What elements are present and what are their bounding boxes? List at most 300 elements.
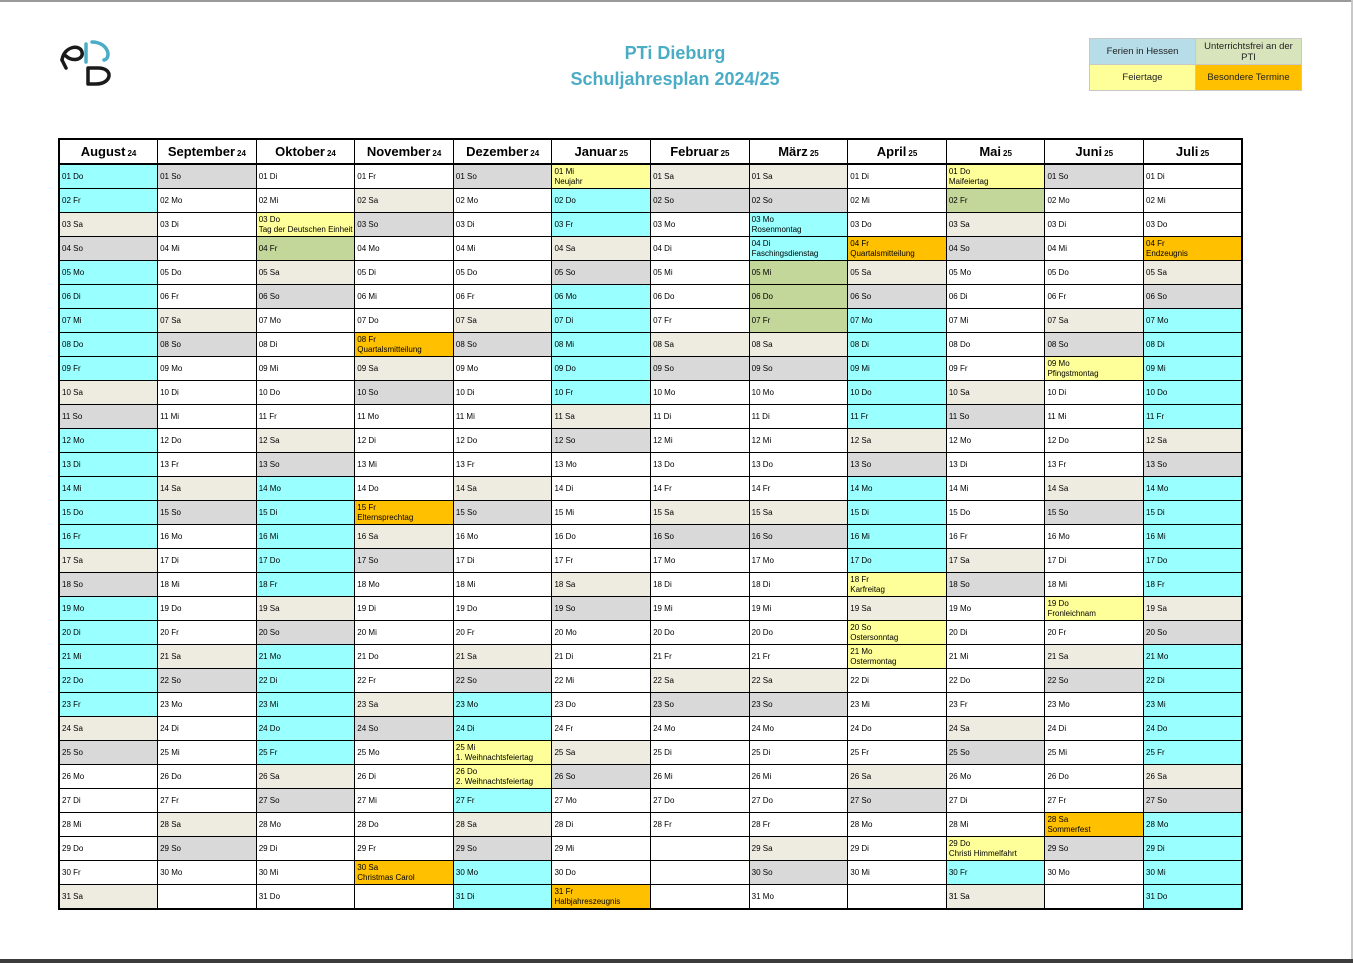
day-label: 04 Mo: [357, 243, 380, 253]
day-cell: [552, 381, 651, 405]
day-cell: [59, 405, 158, 429]
day-label: 17 Sa: [62, 555, 83, 565]
day-cell: [1045, 261, 1144, 285]
day-label: 17 Do: [1146, 555, 1168, 565]
day-label: 27 Fr: [160, 795, 179, 805]
day-label: 22 Di: [1146, 675, 1165, 685]
day-cell: [552, 213, 651, 237]
day-label: 20 Di: [948, 627, 968, 637]
day-cell: [651, 621, 750, 645]
title-line: PTi Dieburg: [624, 43, 726, 63]
day-label: 05 Sa: [258, 267, 280, 277]
day-label: 17 Di: [455, 555, 475, 565]
day-row: [59, 813, 1242, 837]
day-label: 13 So: [1146, 459, 1167, 469]
day-cell: [1144, 357, 1243, 381]
day-cell: [848, 717, 947, 741]
month-header: [1045, 139, 1144, 164]
day-label: 16 Fr: [948, 531, 968, 541]
day-label: 03 Di: [455, 219, 475, 229]
day-cell: [749, 429, 848, 453]
day-note: Sommerfest: [1047, 824, 1091, 834]
day-label: 11 Fr: [258, 411, 277, 421]
day-cell: [946, 261, 1045, 285]
day-label: 27 Mi: [357, 795, 377, 805]
day-cell: [848, 525, 947, 549]
day-cell: [453, 717, 552, 741]
day-cell: [256, 741, 355, 765]
day-cell: [355, 285, 454, 309]
day-note: Elternsprechtag: [357, 512, 414, 522]
day-label: 13 Di: [62, 459, 81, 469]
day-label: 09 Mo: [160, 363, 183, 373]
day-label: 31 Di: [455, 891, 475, 901]
day-label: 15 Di: [258, 507, 278, 517]
day-cell: [256, 381, 355, 405]
month-year: 25: [720, 149, 730, 158]
page-frame-top: [0, 0, 1353, 2]
day-cell: [1045, 381, 1144, 405]
day-row: [59, 597, 1242, 621]
day-cell: [355, 237, 454, 261]
day-cell: [59, 453, 158, 477]
day-cell: [453, 861, 552, 885]
day-label: 08 Mi: [554, 339, 575, 349]
day-label: 18 Di: [751, 579, 771, 589]
day-label: 29 Mi: [554, 843, 575, 853]
day-cell: [355, 645, 454, 669]
day-label: 05 Sa: [850, 267, 872, 277]
day-cell: [453, 501, 552, 525]
day-row: [59, 189, 1242, 213]
day-label: 29 So: [455, 843, 477, 853]
day-label: 13 Fr: [1047, 459, 1067, 469]
day-label: 04 Mi: [455, 243, 476, 253]
day-label: 30 Mi: [258, 867, 279, 877]
day-label: 26 Do: [455, 767, 478, 776]
month-name: Juli: [1175, 144, 1199, 159]
day-cell: [1144, 453, 1243, 477]
day-cell: [59, 285, 158, 309]
day-cell: [1144, 645, 1243, 669]
day-label: 22 Do: [62, 675, 84, 685]
day-note: Ostermontag: [850, 656, 897, 666]
day-cell: [256, 645, 355, 669]
school-year-calendar: [58, 138, 1243, 910]
day-label: 07 Sa: [160, 315, 181, 325]
day-label: 05 Mi: [751, 267, 772, 277]
day-label: 14 Mo: [258, 483, 281, 493]
day-label: 10 Mo: [751, 387, 774, 397]
day-cell: [749, 621, 848, 645]
day-label: 22 Di: [258, 675, 278, 685]
day-cell: [848, 597, 947, 621]
day-note: Christi Himmelfahrt: [948, 848, 1017, 858]
day-label: 14 Sa: [455, 483, 477, 493]
day-label: 15 Fr: [357, 503, 376, 512]
day-cell: [256, 285, 355, 309]
day-cell: [1045, 693, 1144, 717]
day-cell: [1045, 525, 1144, 549]
day-label: 23 Mo: [160, 699, 183, 709]
day-label: 24 Do: [258, 723, 281, 733]
day-label: 24 Sa: [948, 723, 970, 733]
day-label: 17 Do: [850, 555, 872, 565]
day-label: 01 Do: [948, 167, 971, 176]
day-cell: [1045, 309, 1144, 333]
day-row: [59, 237, 1242, 261]
day-cell: [552, 741, 651, 765]
day-label: 18 Mi: [1047, 579, 1067, 589]
day-label: 22 So: [1047, 675, 1069, 685]
day-label: 27 Do: [751, 795, 774, 805]
day-label: 16 Fr: [62, 531, 81, 541]
day-cell: [355, 813, 454, 837]
day-label: 09 Sa: [357, 363, 379, 373]
day-cell: [1144, 669, 1243, 693]
day-cell: [749, 381, 848, 405]
day-label: 02 Mo: [1047, 195, 1070, 205]
day-cell: [1045, 189, 1144, 213]
day-label: 17 Fr: [554, 555, 574, 565]
day-cell: [453, 741, 552, 765]
day-label: 01 Di: [258, 171, 278, 181]
day-label: 17 Mo: [751, 555, 774, 565]
day-cell: [256, 573, 355, 597]
month-year: 25: [619, 149, 629, 158]
day-label: 07 Sa: [455, 315, 477, 325]
day-cell: [158, 573, 257, 597]
legend-feiertage: Feiertage: [1090, 65, 1196, 91]
day-label: 12 Do: [455, 435, 478, 445]
month-year: 25: [1003, 149, 1012, 158]
day-label: 10 Di: [1047, 387, 1067, 397]
day-cell: [651, 885, 750, 910]
day-cell: [1045, 429, 1144, 453]
day-cell: [848, 645, 947, 669]
day-cell: [453, 525, 552, 549]
day-label: 26 Do: [1047, 771, 1069, 781]
day-label: 23 Mo: [1047, 699, 1070, 709]
day-label: 22 So: [160, 675, 181, 685]
day-label: 05 Mo: [62, 267, 85, 277]
day-label: 22 Fr: [357, 675, 376, 685]
day-label: 24 Mo: [751, 723, 774, 733]
day-cell: [749, 717, 848, 741]
day-cell: [651, 741, 750, 765]
day-cell: [946, 213, 1045, 237]
day-cell: [256, 813, 355, 837]
day-note: Halbjahreszeugnis: [554, 896, 621, 906]
day-cell: [1144, 813, 1243, 837]
subtitle-line: Schuljahresplan 2024/25: [570, 69, 780, 89]
day-label: 22 Do: [948, 675, 971, 685]
day-label: 17 Mo: [653, 555, 676, 565]
day-note: Faschingsdienstag: [751, 248, 819, 258]
day-row: [59, 549, 1242, 573]
day-label: 29 Sa: [751, 843, 773, 853]
day-label: 09 Do: [554, 363, 576, 373]
day-cell: [848, 164, 947, 189]
day-label: 15 Di: [1146, 507, 1165, 517]
day-cell: [1045, 717, 1144, 741]
day-label: 28 Mi: [62, 819, 82, 829]
day-cell: [453, 597, 552, 621]
day-label: 06 Fr: [1047, 291, 1067, 301]
day-cell: [453, 813, 552, 837]
day-cell: [1045, 669, 1144, 693]
day-label: 22 So: [455, 675, 477, 685]
day-label: 08 So: [1047, 339, 1069, 349]
day-cell: [749, 765, 848, 789]
day-label: 04 Sa: [554, 243, 576, 253]
day-label: 08 Di: [850, 339, 869, 349]
day-note: Quartalsmitteilung: [357, 344, 422, 354]
day-label: 11 Fr: [850, 411, 869, 421]
day-label: 25 Mi: [455, 743, 476, 752]
day-cell: [552, 861, 651, 885]
day-label: 25 Fr: [258, 747, 278, 757]
day-label: 08 Sa: [653, 339, 674, 349]
day-label: 02 Sa: [357, 195, 379, 205]
day-cell: [552, 501, 651, 525]
day-cell: [355, 525, 454, 549]
day-cell: [158, 525, 257, 549]
day-label: 15 Sa: [653, 507, 674, 517]
day-label: 16 Mi: [1146, 531, 1166, 541]
month-year: 24: [530, 149, 540, 158]
day-cell: [453, 405, 552, 429]
month-year: 25: [1104, 149, 1114, 158]
day-label: 15 So: [1047, 507, 1069, 517]
day-label: 31 Mo: [751, 891, 774, 901]
day-cell: [1144, 381, 1243, 405]
day-cell: [256, 885, 355, 910]
day-cell: [848, 213, 947, 237]
day-label: 25 Sa: [554, 747, 576, 757]
day-cell: [256, 453, 355, 477]
day-cell: [946, 885, 1045, 910]
month-header: [453, 139, 552, 164]
day-label: 22 Sa: [653, 675, 674, 685]
day-cell: [158, 693, 257, 717]
day-row: [59, 669, 1242, 693]
day-cell: [1144, 597, 1243, 621]
day-cell: [453, 333, 552, 357]
day-label: 16 Mo: [455, 531, 479, 541]
day-label: 19 Sa: [1146, 603, 1167, 613]
day-label: 13 Fr: [160, 459, 179, 469]
day-cell: [355, 621, 454, 645]
day-cell: [946, 765, 1045, 789]
day-label: 06 Di: [948, 291, 968, 301]
day-cell: [749, 357, 848, 381]
day-label: 29 Di: [1146, 843, 1165, 853]
day-cell: [158, 213, 257, 237]
day-label: 04 Fr: [850, 239, 869, 248]
month-name: April: [876, 144, 907, 159]
day-label: 26 Sa: [850, 771, 872, 781]
day-label: 21 Sa: [160, 651, 181, 661]
day-cell: [749, 164, 848, 189]
day-cell: [1144, 477, 1243, 501]
day-cell: [848, 765, 947, 789]
day-label: 05 Di: [357, 267, 376, 277]
day-label: 31 Sa: [62, 891, 83, 901]
month-header: [256, 139, 355, 164]
day-label: 27 Di: [948, 795, 968, 805]
day-label: 25 Mi: [1047, 747, 1067, 757]
day-label: 23 Mi: [850, 699, 870, 709]
day-label: 21 Mo: [258, 651, 281, 661]
day-label: 10 Fr: [554, 387, 574, 397]
day-note: 1. Weihnachtsfeiertag: [455, 752, 534, 762]
day-label: 29 Di: [258, 843, 278, 853]
day-cell: [158, 429, 257, 453]
day-cell: [355, 597, 454, 621]
day-label: 19 Mo: [948, 603, 972, 613]
day-cell: [1144, 309, 1243, 333]
day-label: 13 Di: [948, 459, 968, 469]
day-cell: [946, 741, 1045, 765]
day-label: 13 Do: [653, 459, 675, 469]
day-label: 08 Fr: [357, 335, 376, 344]
day-cell: [848, 237, 947, 261]
day-cell: [453, 189, 552, 213]
day-cell: [256, 309, 355, 333]
day-cell: [59, 333, 158, 357]
day-cell: [552, 525, 651, 549]
day-label: 23 Do: [554, 699, 576, 709]
day-cell: [651, 501, 750, 525]
day-cell: [651, 453, 750, 477]
day-label: 04 So: [62, 243, 83, 253]
day-cell: [1045, 549, 1144, 573]
day-cell: [651, 189, 750, 213]
day-cell: [848, 501, 947, 525]
day-cell: [1045, 405, 1144, 429]
day-cell: [651, 309, 750, 333]
day-cell: [946, 429, 1045, 453]
day-row: [59, 261, 1242, 285]
day-label: 02 Fr: [948, 195, 968, 205]
day-label: 01 Mi: [554, 167, 575, 176]
day-cell: [946, 861, 1045, 885]
day-label: 24 Di: [455, 723, 475, 733]
day-cell: [749, 213, 848, 237]
day-label: 29 Do: [948, 839, 971, 848]
day-label: 02 So: [653, 195, 674, 205]
day-label: 19 Do: [455, 603, 478, 613]
day-label: 06 Di: [62, 291, 81, 301]
day-cell: [946, 693, 1045, 717]
day-cell: [749, 261, 848, 285]
day-label: 25 Fr: [850, 747, 869, 757]
day-row: [59, 573, 1242, 597]
day-label: 26 Mo: [62, 771, 85, 781]
day-cell: [946, 453, 1045, 477]
day-label: 21 Do: [357, 651, 379, 661]
day-label: 18 Mi: [455, 579, 476, 589]
day-row: [59, 621, 1242, 645]
day-label: 08 Sa: [751, 339, 773, 349]
day-cell: [651, 477, 750, 501]
day-cell: [256, 717, 355, 741]
day-cell: [158, 261, 257, 285]
day-cell: [1144, 285, 1243, 309]
day-cell: [651, 429, 750, 453]
day-cell: [355, 405, 454, 429]
day-row: [59, 453, 1242, 477]
day-cell: [453, 765, 552, 789]
day-label: 10 Di: [455, 387, 475, 397]
day-label: 21 Di: [554, 651, 574, 661]
day-label: 08 Do: [948, 339, 971, 349]
day-label: 18 Mi: [160, 579, 180, 589]
day-label: 19 So: [554, 603, 576, 613]
day-row: [59, 645, 1242, 669]
day-label: 21 Mi: [948, 651, 969, 661]
day-cell: [158, 717, 257, 741]
day-label: 03 Di: [1047, 219, 1067, 229]
day-cell: [749, 333, 848, 357]
day-cell: [59, 789, 158, 813]
day-label: 16 Do: [554, 531, 576, 541]
day-label: 13 Do: [751, 459, 774, 469]
day-cell: [453, 309, 552, 333]
day-cell: [651, 717, 750, 741]
day-cell: [256, 765, 355, 789]
month-year: 25: [908, 149, 918, 158]
day-cell: [256, 693, 355, 717]
day-cell: [552, 357, 651, 381]
day-label: 09 Mo: [455, 363, 479, 373]
day-cell: [158, 453, 257, 477]
day-label: 23 Fr: [62, 699, 81, 709]
day-cell: [355, 885, 454, 910]
day-cell: [256, 789, 355, 813]
month-year: 24: [326, 149, 336, 158]
day-label: 03 Do: [850, 219, 872, 229]
day-label: 02 Mi: [258, 195, 279, 205]
day-label: 28 Fr: [653, 819, 672, 829]
day-label: 30 Fr: [948, 867, 968, 877]
day-label: 13 Mo: [554, 459, 577, 469]
day-label: 14 Mo: [1146, 483, 1169, 493]
day-label: 23 Fr: [948, 699, 968, 709]
day-label: 08 Di: [258, 339, 278, 349]
day-label: 14 Fr: [653, 483, 672, 493]
day-note: Maifeiertag: [948, 176, 989, 186]
day-label: 31 Do: [258, 891, 281, 901]
day-cell: [552, 765, 651, 789]
day-label: 05 Mo: [948, 267, 972, 277]
day-label: 07 Di: [554, 315, 574, 325]
day-cell: [848, 885, 947, 910]
day-cell: [158, 237, 257, 261]
day-cell: [158, 405, 257, 429]
day-label: 22 Mi: [554, 675, 575, 685]
day-note: Neujahr: [554, 176, 583, 186]
day-cell: [453, 477, 552, 501]
day-cell: [59, 525, 158, 549]
day-cell: [453, 429, 552, 453]
day-cell: [355, 164, 454, 189]
day-label: 17 Do: [258, 555, 281, 565]
day-row: [59, 717, 1242, 741]
day-label: 23 So: [653, 699, 674, 709]
day-label: 25 Mi: [160, 747, 180, 757]
